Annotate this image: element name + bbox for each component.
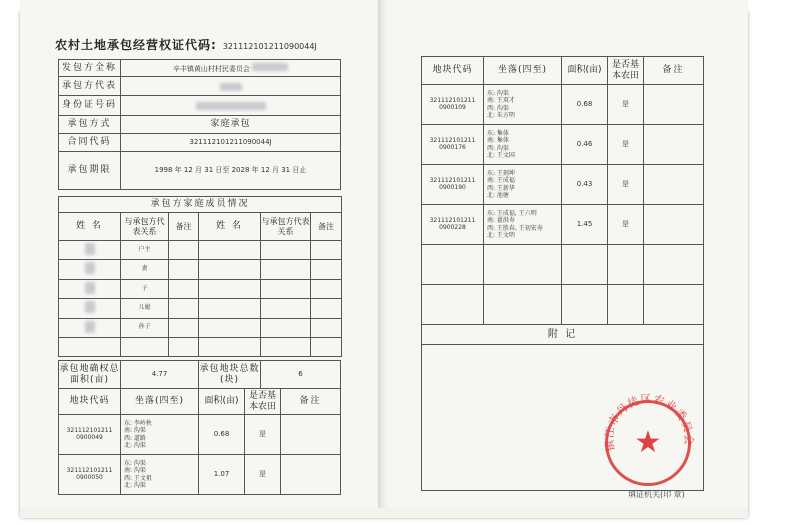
relation-header: 与承包方代表关系 [121, 213, 169, 241]
contract-method-label: 承包方式 [59, 115, 121, 133]
member-name [59, 299, 121, 318]
issuer-name: 辛丰镇黄山村村民委员会 [172, 64, 250, 73]
table-row [59, 299, 342, 318]
table-row [59, 279, 342, 298]
location-header: 坐落(四至) [121, 389, 199, 415]
redacted-block [196, 102, 266, 110]
issuer-label: 发包方全称 [59, 60, 121, 77]
plot-code: 321112101211 0900228 [422, 205, 484, 245]
issuing-authority-label: 填证机关(印 章) [628, 490, 685, 499]
table-row [59, 96, 341, 115]
issuer-value [121, 60, 341, 77]
plot-location: 东: 沟渠 南: 王双才 西: 沟渠 北: 朱方明 [484, 85, 562, 125]
plot-count-value: 6 [261, 361, 341, 389]
table-row [59, 197, 342, 213]
plot-location: 东: 王成福, 王六明 南: 翟洪寿 西: 王胜春, 王初宏寿 北: 王文明 [484, 205, 562, 245]
table-row [59, 133, 341, 151]
table-row [59, 241, 342, 260]
plot-location: 东: 沟渠 南: 沟渠 西: 王文祖 北: 沟渠 [121, 455, 199, 495]
plot-code-header: 地块代码 [59, 389, 121, 415]
member-name [59, 318, 121, 337]
area-header: 面积(亩) [199, 389, 245, 415]
contract-info-table [58, 59, 341, 190]
plot-code: 321112101211 0900176 [422, 125, 484, 165]
contract-code-label: 合同代码 [59, 133, 121, 151]
table-row [59, 77, 341, 96]
table-row [422, 165, 704, 205]
table-row [422, 205, 704, 245]
member-relation: 子 [121, 279, 169, 298]
note-header: 备注 [644, 57, 704, 85]
plot-code: 321112101211 0900190 [422, 165, 484, 205]
table-row [422, 325, 704, 345]
plot-basic-farmland: 是 [245, 415, 281, 455]
table-row [59, 415, 341, 455]
remarks-title: 附 记 [422, 325, 704, 345]
member-name [59, 260, 121, 279]
member-relation: 儿媳 [121, 299, 169, 318]
member-relation: 孙子 [121, 318, 169, 337]
seal-star-icon: ★ [634, 425, 662, 460]
plot-basic-farmland: 是 [608, 85, 644, 125]
table-row [59, 337, 342, 356]
table-row [59, 115, 341, 133]
note-header: 备注 [281, 389, 341, 415]
plot-location: 东: 王刻坤 南: 王成福 西: 王新华 北: 池塘 [484, 165, 562, 205]
certificate-code: 321112101211090044J [222, 42, 317, 51]
plot-basic-farmland: 是 [245, 455, 281, 495]
contract-term-label: 承包期限 [59, 151, 121, 189]
representative-value [121, 77, 341, 96]
name-header: 姓 名 [59, 213, 121, 241]
table-row [59, 151, 341, 189]
note-header: 备注 [169, 213, 199, 241]
plot-area: 1.45 [562, 205, 608, 245]
family-section-title: 承包方家庭成员情况 [59, 197, 342, 213]
table-row [59, 318, 342, 337]
plot-code: 321112101211 0900049 [59, 415, 121, 455]
redacted-block [85, 262, 95, 274]
member-name [59, 241, 121, 260]
title-text: 农村土地承包经营权证代码: [55, 38, 217, 52]
redacted-block [252, 63, 288, 71]
total-area-value: 4.77 [121, 361, 199, 389]
table-row [59, 455, 341, 495]
left-plots-table [58, 388, 341, 495]
plot-basic-farmland: 是 [608, 165, 644, 205]
plot-basic-farmland: 是 [608, 205, 644, 245]
redacted-block [85, 321, 95, 333]
plot-code: 321112101211 0900050 [59, 455, 121, 495]
note-header-2: 备注 [311, 213, 342, 241]
table-row [59, 213, 342, 241]
plot-area: 0.68 [199, 415, 245, 455]
table-row [422, 285, 704, 325]
plot-basic-farmland: 是 [608, 125, 644, 165]
contract-method-value: 家庭承包 [121, 115, 341, 133]
relation-header-2: 与承包方代表关系 [261, 213, 311, 241]
contract-term-value: 1998 年 12 月 31 日至 2028 年 12 月 31 日止 [121, 151, 341, 189]
family-members-table [58, 196, 342, 357]
table-row [422, 85, 704, 125]
id-number-label: 身份证号码 [59, 96, 121, 115]
table-row [59, 389, 341, 415]
representative-label: 承包方代表 [59, 77, 121, 96]
redacted-block [85, 243, 95, 255]
total-area-label: 承包地确权总面积(亩) [59, 361, 121, 389]
table-row [422, 125, 704, 165]
member-relation: 户主 [121, 241, 169, 260]
basic-farmland-header: 是否基本农田 [608, 57, 644, 85]
plot-code-header: 地块代码 [422, 57, 484, 85]
plot-area: 0.43 [562, 165, 608, 205]
plot-location: 东: 李岭秋 南: 沟渠 西: 道路 北: 沟渠 [121, 415, 199, 455]
table-row [422, 57, 704, 85]
member-name [59, 279, 121, 298]
plot-location: 东: 集体 南: 集体 西: 沟渠 北: 王文国 [484, 125, 562, 165]
svg-text:镇江市丹徒区农业委员会: 镇江市丹徒区农业委员会 [602, 393, 696, 453]
id-number-value [121, 96, 341, 115]
plot-area: 0.68 [562, 85, 608, 125]
certificate-title [55, 36, 317, 53]
totals-table [58, 360, 341, 389]
table-row [59, 361, 341, 389]
location-header: 坐落(四至) [484, 57, 562, 85]
redacted-block [220, 83, 242, 91]
redacted-block [85, 301, 95, 313]
contract-code-value: 321112101211090044J [121, 133, 341, 151]
plot-area: 1.07 [199, 455, 245, 495]
plot-count-label: 承包地块总数(块) [199, 361, 261, 389]
name-header-2: 姓 名 [199, 213, 261, 241]
basic-farmland-header: 是否基本农田 [245, 389, 281, 415]
table-row [59, 260, 342, 279]
official-seal [602, 393, 696, 486]
plot-area: 0.46 [562, 125, 608, 165]
plot-code: 321112101211 0900109 [422, 85, 484, 125]
redacted-block [85, 282, 95, 294]
table-row [59, 60, 341, 77]
member-relation: 妻 [121, 260, 169, 279]
area-header: 面积(亩) [562, 57, 608, 85]
table-row [422, 245, 704, 285]
